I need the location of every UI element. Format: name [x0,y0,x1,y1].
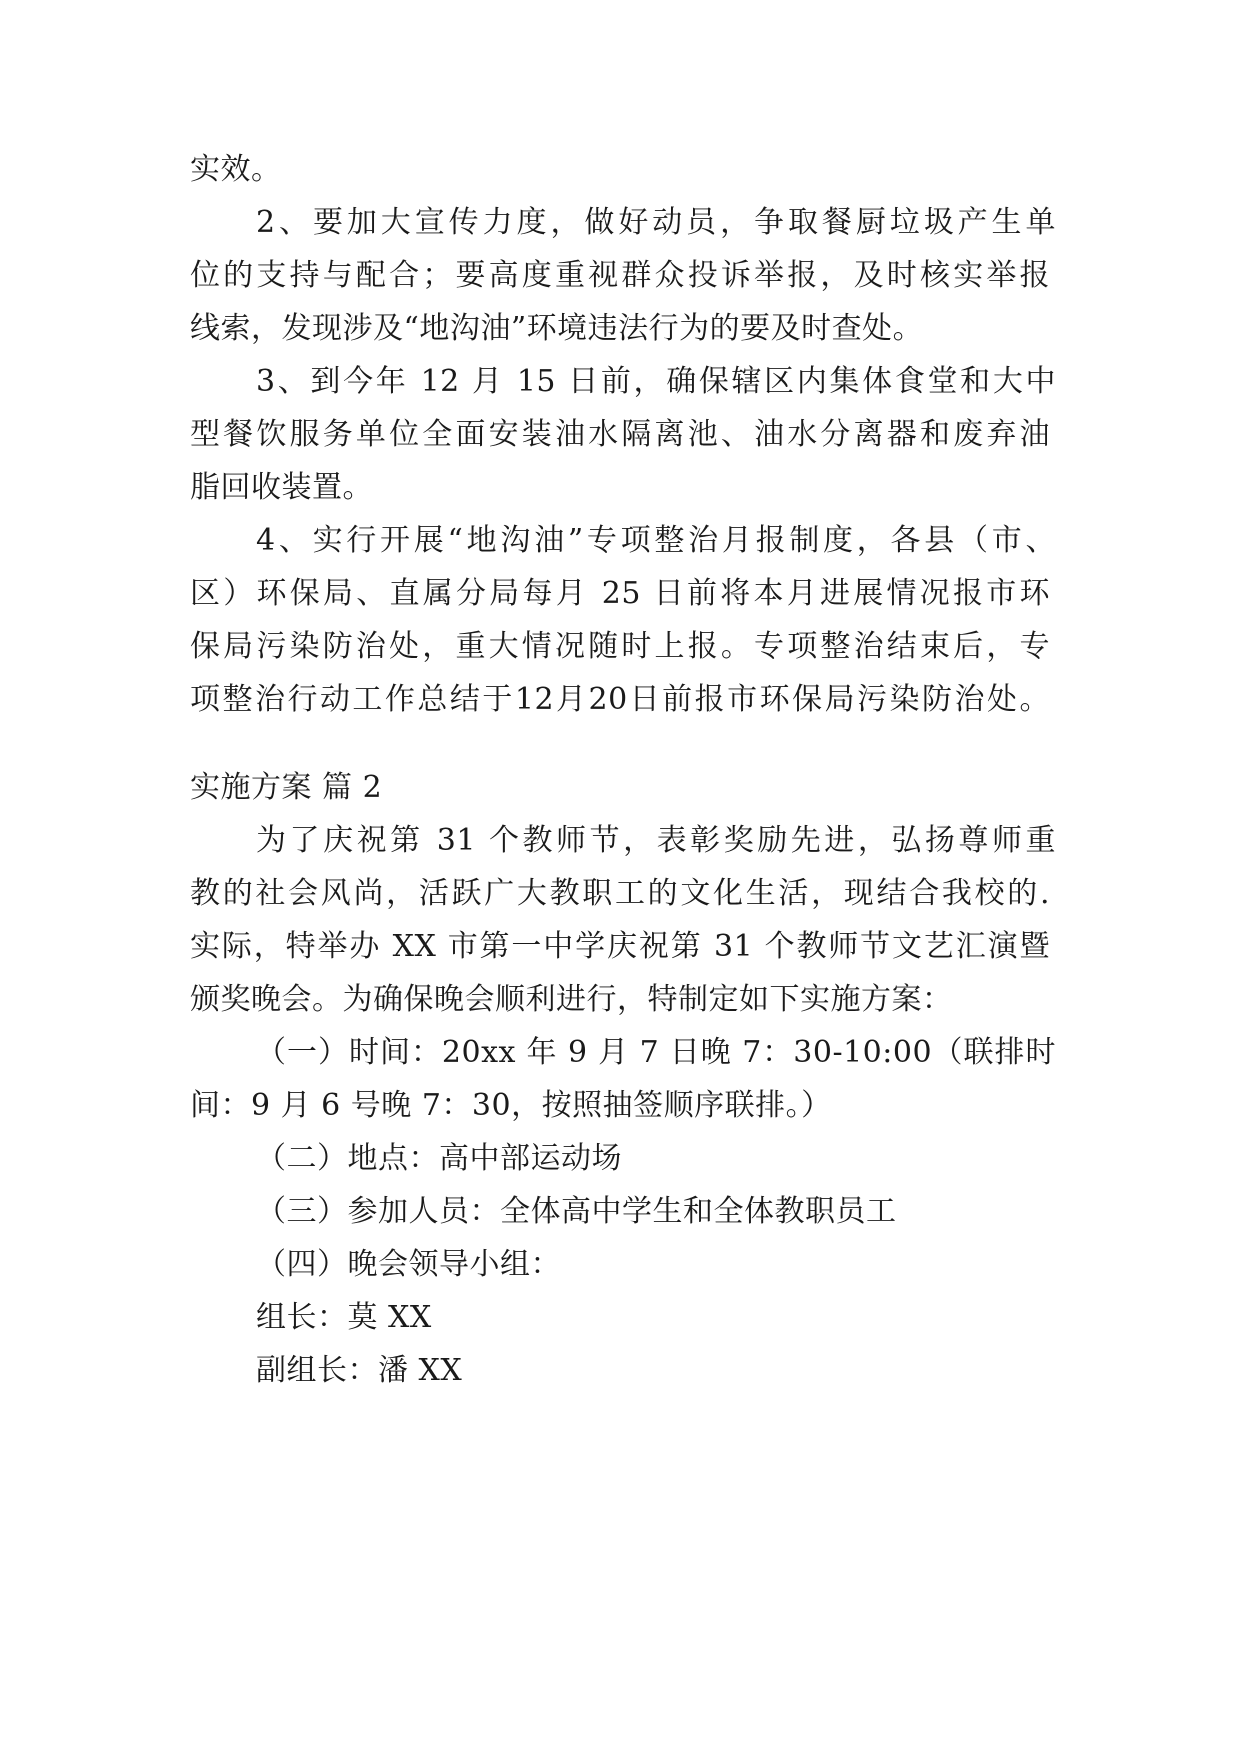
paragraph-1-tail: 实效。 [190,152,282,187]
intro-line-1: 为了庆祝第 31 个教师节，表彰奖励先进，弘扬尊师重 [256,823,1056,858]
deputy-leader-line: 副组长：潘 XX [256,1353,463,1388]
intro-line-3: 实际，特举办 XX 市第一中学庆祝第 31 个教师节文艺汇演暨 [190,929,1050,964]
paragraph-3-line-1: 3、到今年 12 月 15 日前，确保辖区内集体食堂和大中 [256,364,1056,399]
paragraph-3-line-3: 脂回收装置。 [190,470,373,505]
paragraph-2-line-2: 位的支持与配合；要高度重视群众投诉举报，及时核实举报 [190,258,1050,293]
leaders-heading: （四）晚会领导小组： [256,1247,561,1282]
intro-line-4: 颁奖晚会。为确保晚会顺利进行，特制定如下实施方案： [190,982,953,1017]
paragraph-3-line-2: 型餐饮服务单位全面安装油水隔离池、油水分离器和废弃油 [190,417,1050,452]
paragraph-2-line-3: 线索，发现涉及“地沟油”环境违法行为的要及时查处。 [190,311,924,346]
place-line: （二）地点：高中部运动场 [256,1141,622,1176]
intro-line-2: 教的社会风尚，活跃广大教职工的文化生活，现结合我校的. [190,876,1050,911]
time-line-1: （一）时间：20xx 年 9 月 7 日晚 7：30-10:00（联排时 [256,1035,1056,1070]
paragraph-4-line-3: 保局污染防治处，重大情况随时上报。专项整治结束后，专 [190,629,1050,664]
time-line-2: 间：9 月 6 号晚 7：30，按照抽签顺序联排。） [190,1088,832,1123]
paragraph-4-line-2: 区）环保局、直属分局每月 25 日前将本月进展情况报市环 [190,576,1050,611]
paragraph-4-line-4: 项整治行动工作总结于12月20日前报市环保局污染防治处。 [190,682,1050,717]
paragraph-4-line-1: 4、实行开展“地沟油”专项整治月报制度，各县（市、 [256,523,1056,558]
paragraph-2-line-1: 2、要加大宣传力度，做好动员，争取餐厨垃圾产生单 [256,205,1056,240]
section-heading: 实施方案 篇 2 [190,770,383,805]
leader-line: 组长：莫 XX [256,1300,432,1335]
participants-line: （三）参加人员：全体高中学生和全体教职员工 [256,1194,897,1229]
